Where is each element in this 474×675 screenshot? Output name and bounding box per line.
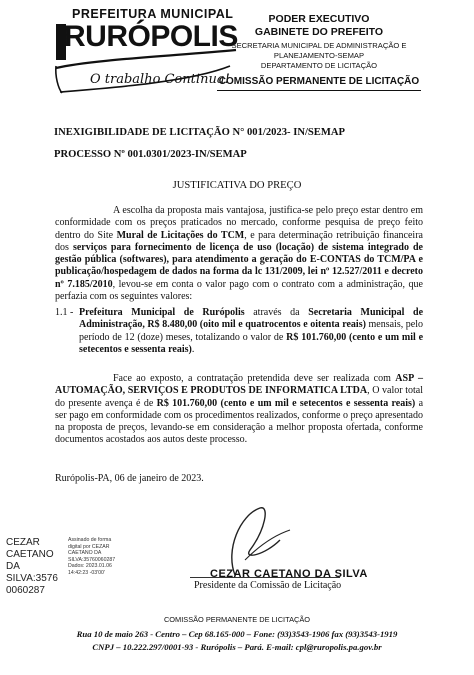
paragraph-conclusion bbox=[55, 373, 423, 447]
document-date: Rurópolis-PA, 06 de janeiro de 2023. bbox=[55, 473, 204, 484]
p2-text-a: Face ao exposto, a contratação pretendida deve ser realizada com bbox=[113, 373, 396, 384]
header-line-5: DEPARTAMENTO DE LICITAÇÃO bbox=[260, 61, 378, 70]
p2-text-d: R$ 101.760,00 (cento e um mil e setecentos e sessenta reais) bbox=[156, 397, 416, 409]
p2-text-e: a ser pago em conformidade com os procedimentos realizados, conforme o preço apresentado na proposta de preços, levando-se em consideração a melhor proposta ofertada, conforme documentos acostados aos autos deste processo. bbox=[55, 397, 424, 446]
document-title-2: PROCESSO Nº 001.0301/2023-IN/SEMAP bbox=[54, 149, 247, 160]
signatory-role: Presidente da Comissão de Licitação bbox=[194, 580, 342, 591]
digital-signature-note: Assinado de forma digital por CEZAR CAETANO DA SILVA:35760060287 Dados: 2023.01.06 14:42:23 -03'00' bbox=[68, 537, 116, 576]
institution-header bbox=[204, 13, 434, 91]
header-line-6: COMISSÃO PERMANENTE DE LICITAÇÃO bbox=[217, 75, 421, 91]
logo-main-text: RURÓPOLIS bbox=[64, 20, 238, 53]
footer-contact: CNPJ – 10.222.297/0001-93 - Rurópolis – Pará. E-mail: cpl@ruropolis.pa.gov.br bbox=[92, 642, 382, 652]
item-text-d: mensais, pelo período de 12 (doze) meses, totalizando o valor de bbox=[79, 319, 424, 343]
p1-text-b: Mural de Licitações do TCM bbox=[116, 229, 245, 241]
digital-signature-name: CEZAR CAETANO DA SILVA:3576 0060287 bbox=[6, 537, 58, 596]
p2-text-c: , O valor total do presente avença é de bbox=[55, 385, 423, 409]
header-line-1: PODER EXECUTIVO bbox=[268, 13, 370, 25]
logo-slogan: O trabalho Continua! bbox=[90, 72, 230, 87]
p1-text-a: A escolha da proposta mais vantajosa, justifica-se pelo preço estar dentro em conformidade com os preços praticados no mercado, conforme pesquisa de preço feito dentro do Site bbox=[55, 205, 423, 241]
item-text-c: Secretaria Municipal de Administração, R$ 8.480,00 (oito mil e quatrocentos e oitenta reais) bbox=[79, 307, 424, 331]
p2-text-b: ASP – AUTOMAÇÃO, SERVIÇOS E PRODUTOS DE INFORMATICA LTDA bbox=[55, 373, 424, 397]
item-number: 1.1 - bbox=[55, 307, 74, 318]
header-line-3: SECRETARIA MUNICIPAL DE ADMINISTRAÇÃO E bbox=[231, 41, 407, 50]
header-line-2: GABINETE DO PREFEITO bbox=[254, 26, 384, 38]
item-text-a: Prefeitura Municipal de Rurópolis bbox=[79, 307, 245, 318]
item-text-f: . bbox=[191, 343, 195, 355]
footer-commission: COMISSÃO PERMANENTE DE LICITAÇÃO bbox=[163, 615, 311, 624]
p1-text-c: , e para determinação retribuição financeira dos bbox=[55, 229, 423, 253]
p1-text-d: serviços para fornecimento de licença de uso (locação) de sistema integrado de gestão pública (softwares), para atendimento a geração do E-CONTAS do TCM/PA e publicação/hospedagem de dados na forma da lc 131/2009, lei nº 12.527/2011 e decreto nº 7.185/2010 bbox=[55, 241, 423, 290]
section-heading: JUSTIFICATIVA DO PREÇO bbox=[172, 180, 302, 191]
signatory-name: CEZAR CAETANO DA SILVA bbox=[210, 568, 368, 580]
item-text-e: R$ 101.760,00 (cento e um mil e setecentos e sessenta reais) bbox=[79, 331, 424, 355]
logo-top-text: PREFEITURA MUNICIPAL bbox=[72, 7, 234, 21]
p1-text-e: , levou-se em conta o valor pago com o contrato com a administração, que perfazia com os seguintes valores: bbox=[55, 278, 423, 303]
footer-address: Rua 10 de maio 263 - Centro – Cep 68.165-000 – Fone: (93)3543-1906 fax (93)3543-1919 bbox=[76, 629, 398, 639]
paragraph-justification bbox=[55, 205, 423, 303]
item-text-b: através da bbox=[244, 307, 309, 318]
signature-line bbox=[190, 577, 340, 578]
item-text bbox=[79, 307, 423, 356]
header-line-4: PLANEJAMENTO-SEMAP bbox=[273, 51, 365, 60]
document-title-1: INEXIGIBILIDADE DE LICITAÇÃO N° 001/2023- IN/SEMAP bbox=[54, 127, 345, 138]
